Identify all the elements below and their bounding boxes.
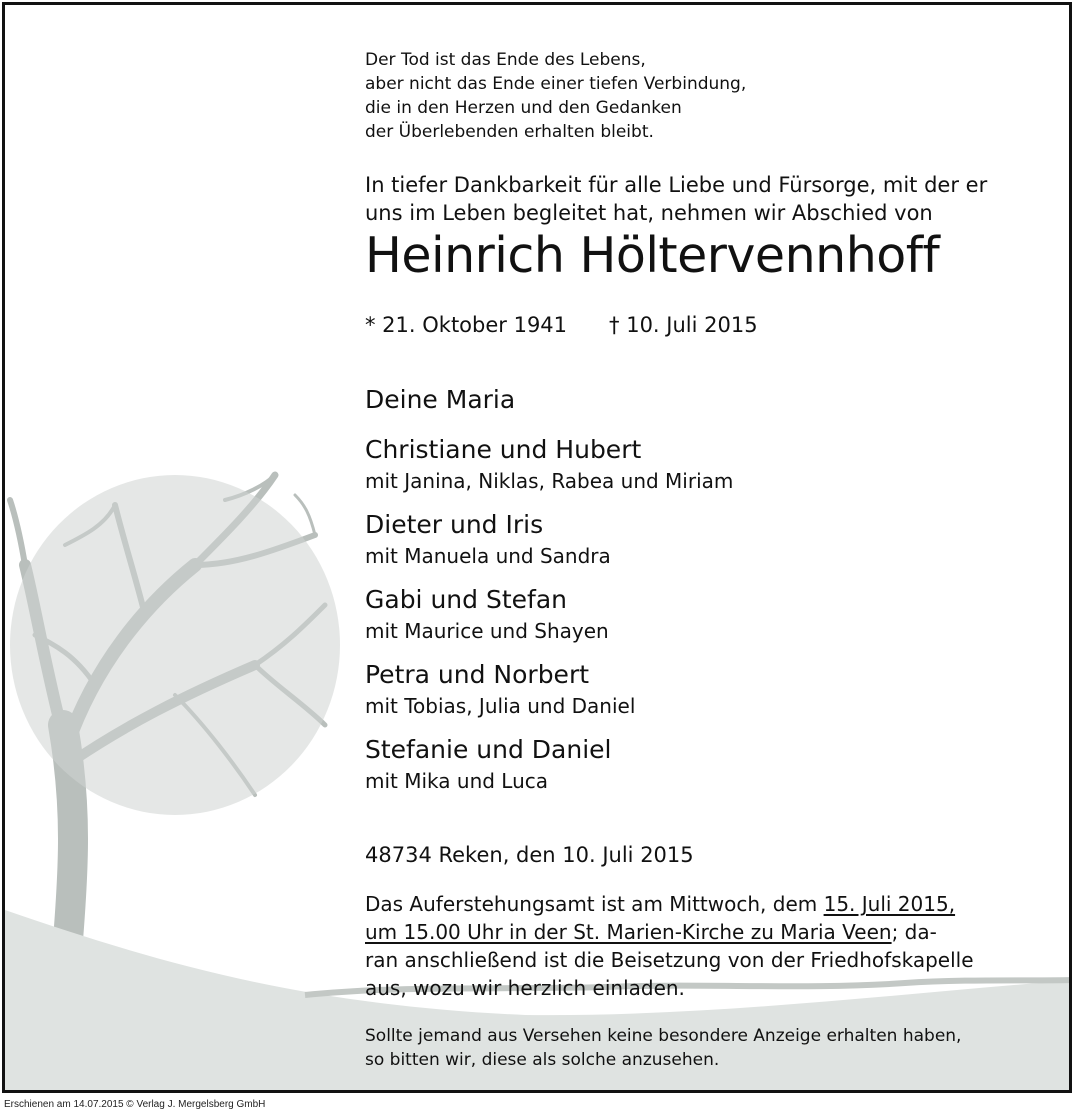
notice-line xyxy=(365,890,974,918)
quote-line: Der Tod ist das Ende des Lebens, xyxy=(365,50,646,70)
family-member-children: mit Mika und Luca xyxy=(365,769,549,793)
quote-line: die in den Herzen und den Gedanken xyxy=(365,98,682,118)
notice-line: ran anschließend ist die Beisetzung von der Friedhofskapelle xyxy=(365,948,974,972)
death-date: † 10. Juli 2015 xyxy=(609,313,758,337)
footnote xyxy=(365,1024,961,1072)
family-member-children: mit Manuela und Sandra xyxy=(365,544,611,568)
family-member-children: mit Janina, Niklas, Rabea und Miriam xyxy=(365,469,734,493)
quote-line: aber nicht das Ende einer tiefen Verbindung, xyxy=(365,74,747,94)
family-member-name: Dieter und Iris xyxy=(365,510,544,539)
quote-line: der Überlebenden erhalten bleibt. xyxy=(365,122,654,142)
funeral-notice xyxy=(365,890,974,1002)
family-member-name: Christiane und Hubert xyxy=(365,435,642,464)
notice-text: Das Auferstehungsamt ist am Mittwoch, dem xyxy=(365,892,824,916)
footnote-line: Sollte jemand aus Versehen keine besondere Anzeige erhalten haben, xyxy=(365,1026,962,1046)
notice-time-location: um 15.00 Uhr in der St. Marien-Kirche zu Maria Veen xyxy=(365,920,892,944)
family-member-name: Stefanie und Daniel xyxy=(365,735,612,764)
life-dates xyxy=(365,313,758,337)
place-and-date: 48734 Reken, den 10. Juli 2015 xyxy=(365,843,694,867)
family-member-children: mit Tobias, Julia und Daniel xyxy=(365,694,636,718)
intro-line: uns im Leben begleitet hat, nehmen wir Abschied von xyxy=(365,201,933,225)
footnote-line: so bitten wir, diese als solche anzusehen. xyxy=(365,1050,720,1070)
publication-caption: Erschienen am 14.07.2015 © Verlag J. Mergelsberg GmbH xyxy=(4,1099,266,1110)
family-member-name: Gabi und Stefan xyxy=(365,585,567,614)
family-member-name: Petra und Norbert xyxy=(365,660,590,689)
notice-text: ; da- xyxy=(891,920,937,944)
birth-date: * 21. Oktober 1941 xyxy=(365,313,568,337)
notice-line: aus, wozu wir herzlich einladen. xyxy=(365,976,685,1000)
family-member-children: mit Maurice und Shayen xyxy=(365,619,609,643)
notice-line xyxy=(365,918,974,946)
intro-text xyxy=(365,171,987,227)
obituary-frame xyxy=(2,2,1072,1093)
notice-date: 15. Juli 2015, xyxy=(823,892,956,916)
quote xyxy=(365,48,746,144)
deceased-name: Heinrich Höltervennhoff xyxy=(365,227,940,284)
intro-line: In tiefer Dankbarkeit für alle Liebe und Fürsorge, mit der er xyxy=(365,173,988,197)
family-member-name: Deine Maria xyxy=(365,385,516,414)
